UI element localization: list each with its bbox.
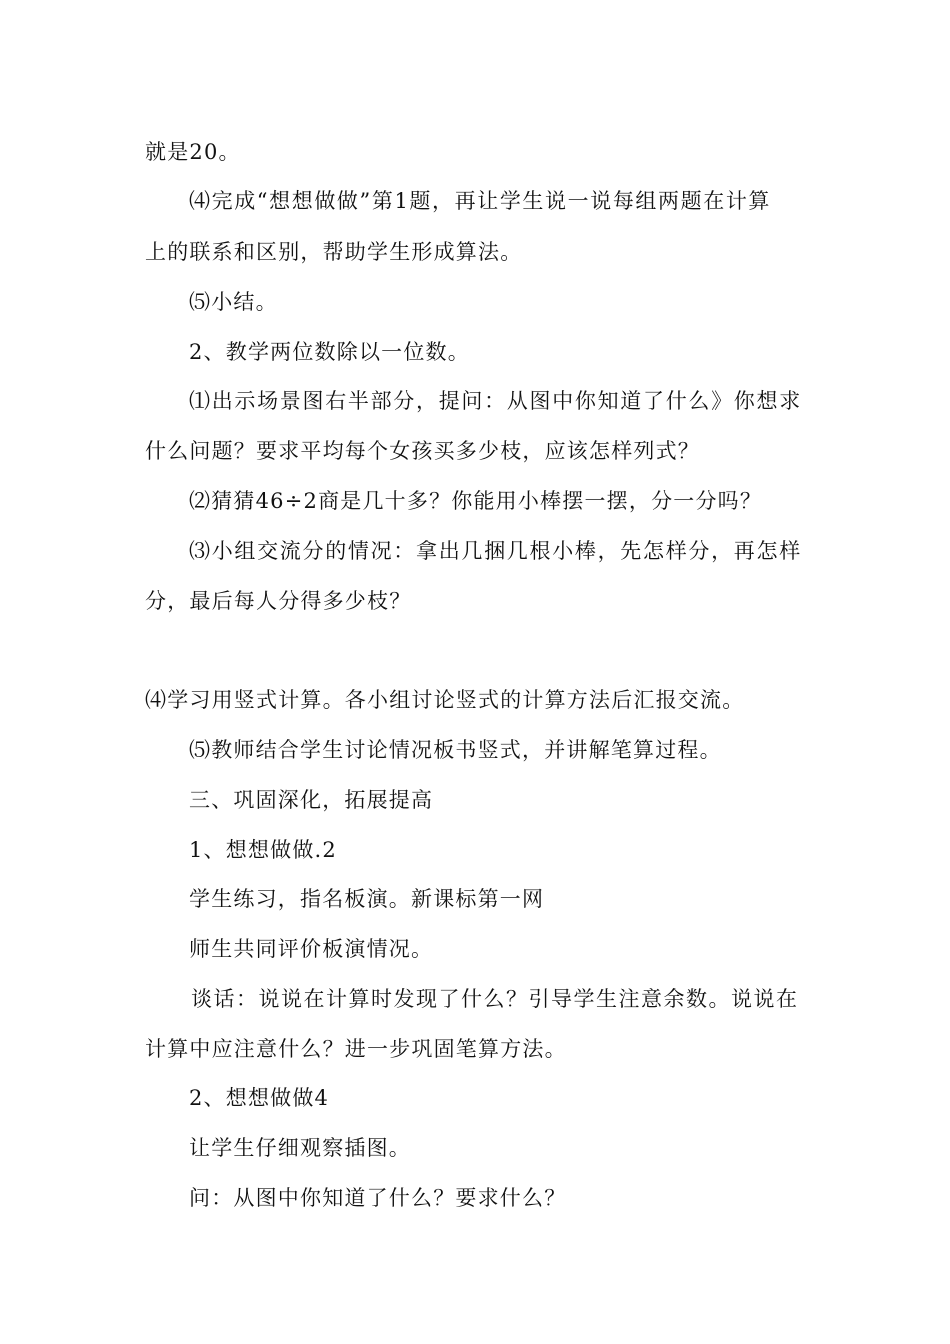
text-line: ⑷学习用竖式计算。各小组讨论竖式的计算方法后汇报交流。	[145, 688, 745, 712]
text-line: 分，最后每人分得多少枝？	[145, 589, 412, 613]
text-line: 学生练习，指名板演。新课标第一网	[189, 887, 545, 911]
text-line: ⑸小结。	[189, 290, 278, 314]
text-line: ⑴出示场景图右半部分，提问：从图中你知道了什么》你想求	[189, 389, 802, 413]
text-line: 师生共同评价板演情况。	[189, 937, 434, 961]
text-line: 2、教学两位数除以一位数。	[189, 340, 470, 364]
text-line: 1、想想做做.2	[189, 838, 337, 862]
text-line: ⑶小组交流分的情况：拿出几捆几根小棒，先怎样分，再怎样	[189, 539, 802, 563]
text-line: 计算中应注意什么？进一步巩固笔算方法。	[145, 1037, 567, 1061]
text-line: ⑸教师结合学生讨论情况板书竖式，并讲解笔算过程。	[189, 738, 722, 762]
section-heading: 三、巩固深化，拓展提高	[189, 788, 434, 812]
text-line: 2、想想做做4	[189, 1086, 330, 1110]
text-line: 上的联系和区别，帮助学生形成算法。	[145, 240, 523, 264]
text-line: ⑷完成“想想做做”第1题，再让学生说一说每组两题在计算	[189, 189, 772, 213]
text-line: 就是20。	[145, 140, 241, 164]
text-line: 问：从图中你知道了什么？要求什么？	[189, 1186, 567, 1210]
text-line: ⑵猜猜46÷2商是几十多？你能用小棒摆一摆，分一分吗？	[189, 489, 763, 513]
text-line: 谈话：说说在计算时发现了什么？引导学生注意余数。说说在	[191, 987, 799, 1011]
text-line: 什么问题？要求平均每个女孩买多少枝，应该怎样列式？	[145, 439, 700, 463]
text-line: 让学生仔细观察插图。	[189, 1136, 411, 1160]
